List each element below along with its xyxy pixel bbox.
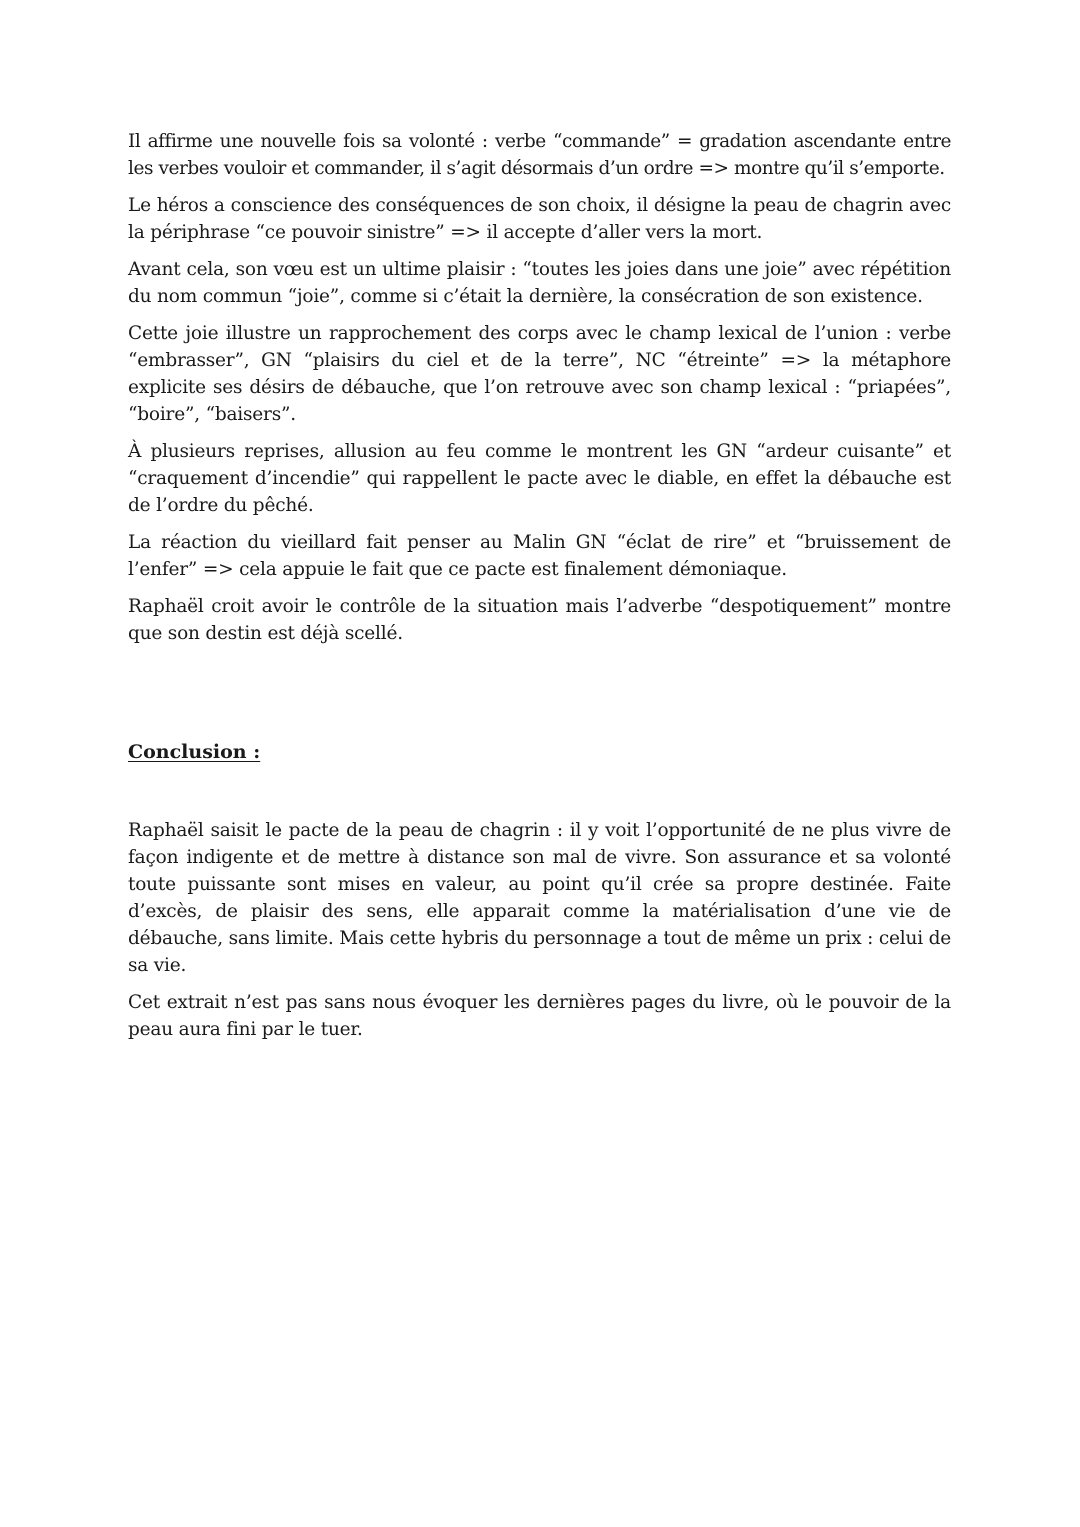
conclusion-heading: Conclusion : xyxy=(128,741,261,763)
analysis-paragraph: Le héros a conscience des conséquences de son choix, il désigne la peau de chagrin avec la périphrase “ce pouvoir sinistre” => il accepte d’aller vers la mort. xyxy=(128,195,951,243)
analysis-paragraph: Cette joie illustre un rapprochement des corps avec le champ lexical de l’union : verbe “embrasser”, GN “plaisirs du ciel et de la terre”, NC “étreinte” => la métaphore explicite ses désirs de débauche, que l’on retrouve avec son champ lexical : “priapées”, “boire”, “baisers”. xyxy=(128,323,951,425)
analysis-paragraph: Il affirme une nouvelle fois sa volonté : verbe “commande” = gradation ascendante entre les verbes vouloir et commander, il s’agit désormais d’un ordre => montre qu’il s’emporte. xyxy=(128,131,951,179)
analysis-paragraph: À plusieurs reprises, allusion au feu comme le montrent les GN “ardeur cuisante” et “craquement d’incendie” qui rappellent le pacte avec le diable, en effet la débauche est de l’ordre du pêché. xyxy=(128,441,951,516)
analysis-paragraph: La réaction du vieillard fait penser au Malin GN “éclat de rire” et “bruissement de l’enfer” => cela appuie le fait que ce pacte est finalement démoniaque. xyxy=(128,532,951,580)
analysis-paragraph: Avant cela, son vœu est un ultime plaisir : “toutes les joies dans une joie” avec répétition du nom commun “joie”, comme si c’était la dernière, la consécration de son existence. xyxy=(128,259,951,307)
conclusion-paragraph: Cet extrait n’est pas sans nous évoquer les dernières pages du livre, où le pouvoir de la peau aura fini par le tuer. xyxy=(128,992,951,1040)
document-page xyxy=(128,128,951,1053)
analysis-paragraph: Raphaël croit avoir le contrôle de la situation mais l’adverbe “despotiquement” montre que son destin est déjà scellé. xyxy=(128,596,951,644)
conclusion-paragraph: Raphaël saisit le pacte de la peau de chagrin : il y voit l’opportunité de ne plus vivre de façon indigente et de mettre à distance son mal de vivre. Son assurance et sa volonté toute puissante sont mises en valeur, au point qu’il crée sa propre destinée. Faite d’excès, de plaisir des sens, elle apparait comme la matérialisation d’une vie de débauche, sans limite. Mais cette hybris du personnage a tout de même un prix : celui de sa vie. xyxy=(128,820,951,976)
